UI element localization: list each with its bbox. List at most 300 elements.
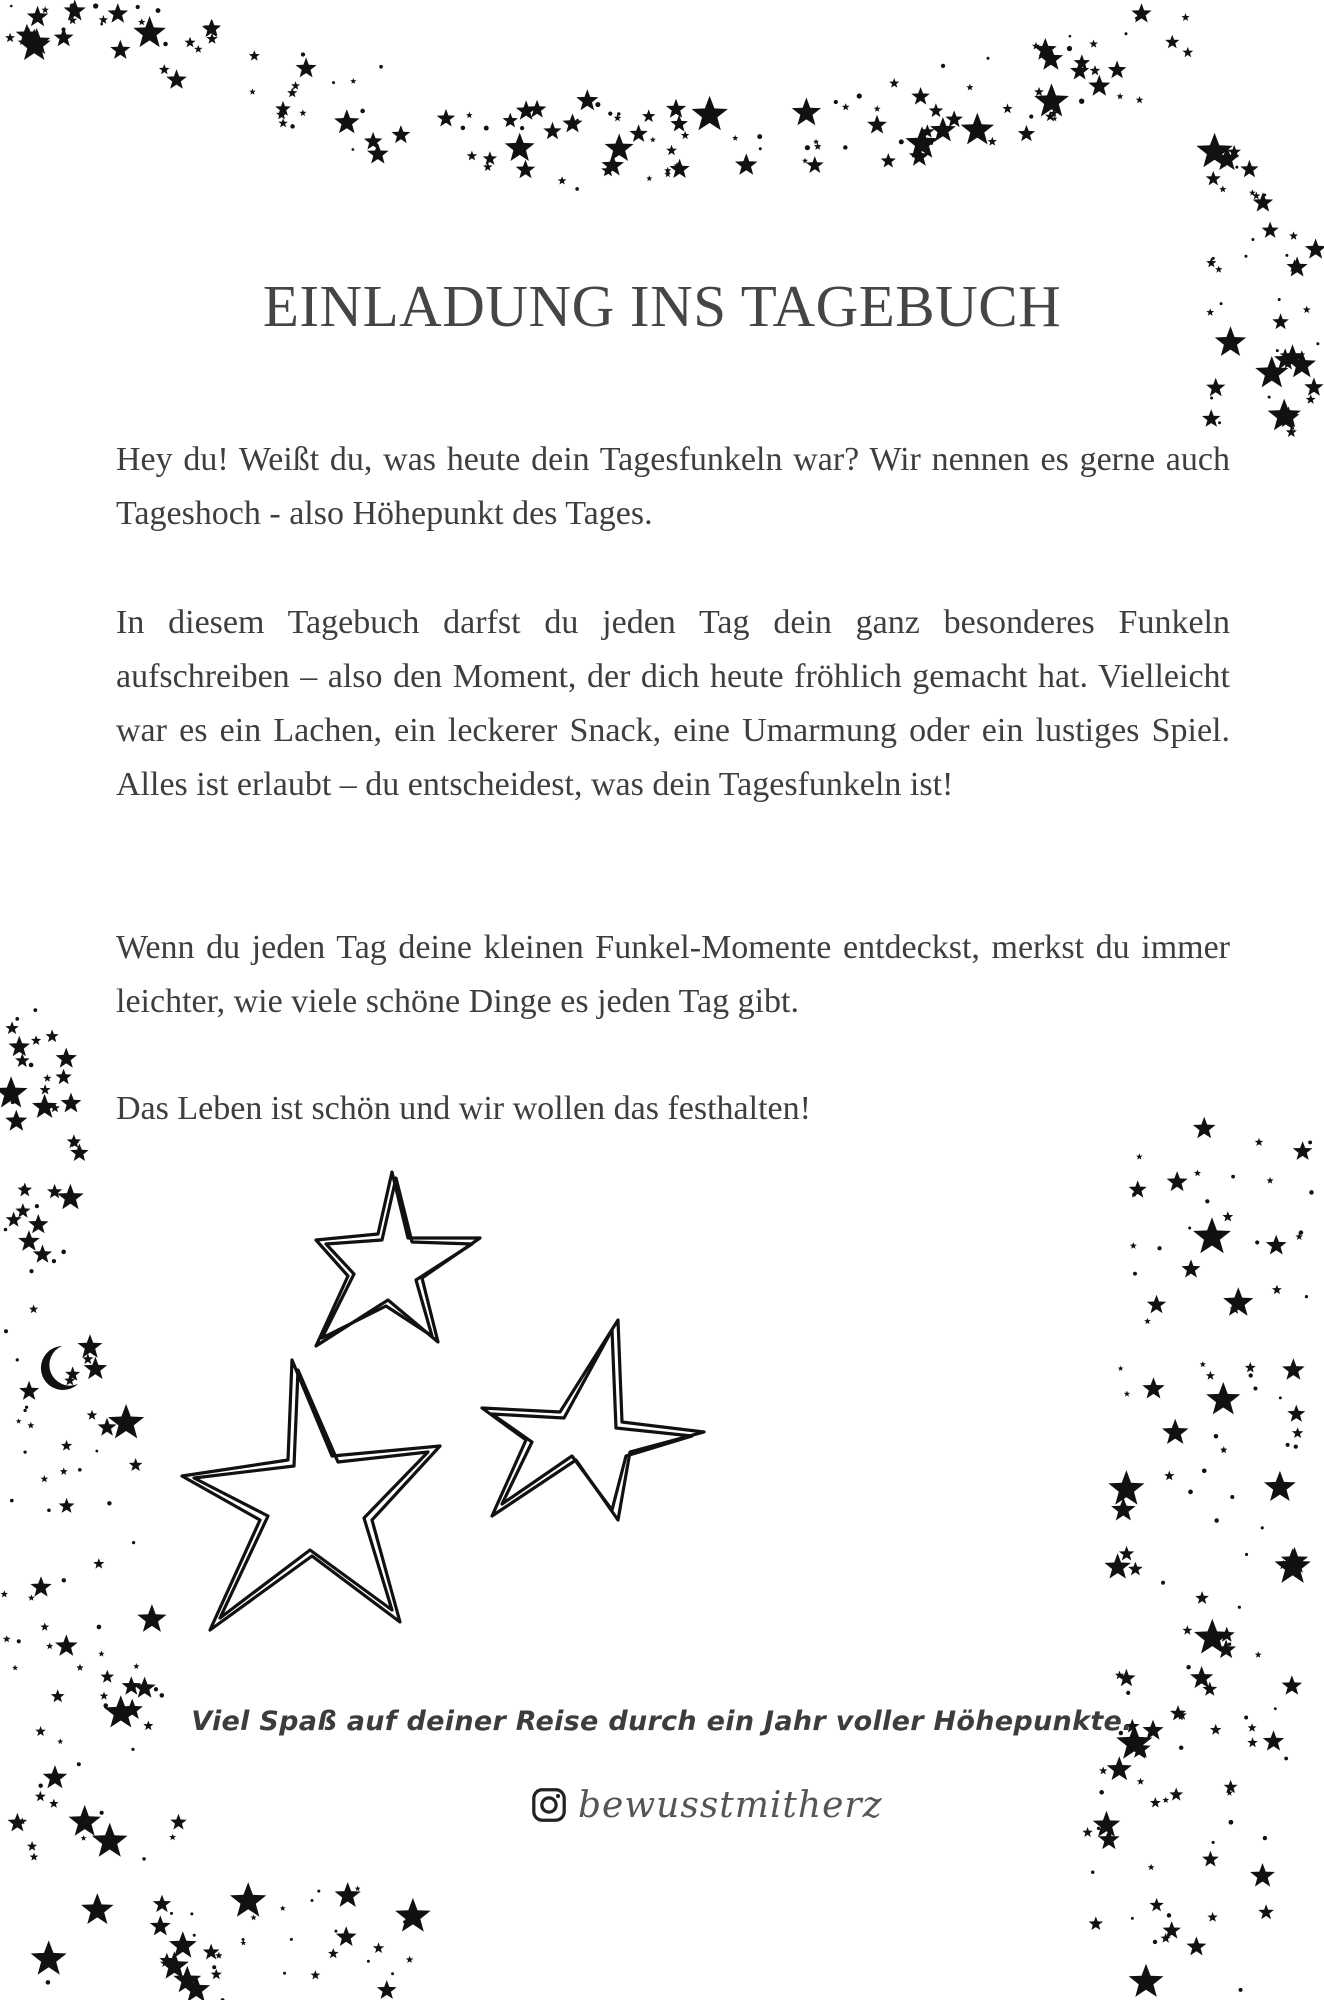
star-icon <box>28 1214 48 1233</box>
sparkle-dot <box>52 1259 56 1263</box>
star-icon <box>1304 378 1323 396</box>
sparkle-dot <box>47 1508 51 1512</box>
star-icon <box>1282 1358 1305 1380</box>
sparkle-dot <box>33 1008 37 1012</box>
sparkle-dot <box>163 42 167 46</box>
sparkle-dot <box>1069 35 1072 38</box>
sparkle-dot <box>1067 46 1072 51</box>
star-icon <box>650 137 656 143</box>
sparkle-dot <box>1124 32 1127 35</box>
sparkle-dot <box>1299 1230 1303 1234</box>
star-icon <box>1255 1138 1264 1146</box>
sparkle-dot <box>1255 1240 1259 1244</box>
star-icon <box>669 159 689 178</box>
star-icon <box>69 1805 101 1836</box>
sparkle-dot <box>1212 1841 1215 1844</box>
star-icon <box>1272 1285 1282 1294</box>
sparkle-dot <box>1253 1386 1257 1390</box>
star-icon <box>1262 222 1279 238</box>
star-icon <box>373 1942 384 1953</box>
star-icon <box>169 1931 197 1957</box>
sparkle-dot <box>1167 1913 1171 1917</box>
sparkle-dot <box>1133 1272 1137 1276</box>
star-icon <box>350 78 356 84</box>
sparkle-dot <box>23 1409 26 1412</box>
sparkle-dot <box>132 1541 135 1544</box>
sparkle-dot <box>46 1980 51 1985</box>
sparkle-dot <box>1188 1227 1191 1230</box>
star-icon <box>1147 1295 1166 1313</box>
star-icon <box>1206 378 1225 396</box>
sparkle-dot <box>1161 1581 1165 1585</box>
sparkle-dot <box>1244 255 1247 258</box>
sparkle-dot <box>131 1748 134 1751</box>
star-icon <box>65 1366 80 1380</box>
sparkle-dot <box>1261 1526 1264 1529</box>
star-icon <box>203 1944 220 1960</box>
sparkle-dot <box>317 1890 320 1893</box>
sparkle-dot <box>857 93 862 98</box>
star-icon <box>1245 1362 1256 1372</box>
star-icon <box>1222 1211 1233 1221</box>
sparkle-dot <box>93 3 98 8</box>
star-icon <box>19 1381 39 1400</box>
sparkle-dot <box>520 126 524 130</box>
sparkle-dot <box>899 139 904 144</box>
star-icon <box>813 139 819 145</box>
star-icon <box>1150 1898 1164 1912</box>
star-icon <box>1306 394 1316 404</box>
sparkle-dot <box>1228 1642 1231 1645</box>
star-icon <box>194 45 202 53</box>
star-icon <box>1131 3 1151 22</box>
star-icon <box>364 132 383 150</box>
sparkle-dot <box>283 1972 286 1975</box>
star-icon <box>8 1813 28 1832</box>
star-icon <box>1206 1371 1215 1380</box>
star-icon <box>98 1651 104 1657</box>
sparkle-dot <box>301 52 305 56</box>
star-icon <box>516 100 537 120</box>
sparkle-dot <box>16 1358 19 1361</box>
sparkle-dot <box>1229 1820 1234 1825</box>
sparkle-dot <box>78 1468 82 1472</box>
star-icon <box>133 16 166 47</box>
sparkle-dot <box>1099 1790 1104 1795</box>
sparkle-dot <box>1231 1175 1235 1179</box>
star-icon <box>12 1665 18 1671</box>
star-icon <box>543 122 561 139</box>
sparkle-dot <box>1239 1988 1243 1992</box>
star-icon <box>18 1183 33 1197</box>
star-icon <box>483 151 497 165</box>
star-icon <box>249 88 256 94</box>
page-title: EINLADUNG INS TAGEBUCH <box>262 273 1062 339</box>
star-icon <box>29 1305 38 1314</box>
star-icon <box>1034 87 1044 96</box>
sparkle-dot <box>1186 1665 1190 1669</box>
sparkle-dot <box>1235 166 1238 169</box>
star-icon <box>99 15 108 24</box>
sparkle-dot <box>352 148 355 151</box>
star-icon <box>1268 399 1301 431</box>
star-icon <box>406 1956 414 1963</box>
star-icon <box>278 118 288 127</box>
star-icon <box>467 151 477 161</box>
sparkle-dot <box>29 1063 34 1068</box>
sparkle-dot <box>154 1687 158 1691</box>
star-icon <box>27 1422 34 1429</box>
star-icon <box>166 69 187 89</box>
sparkle-dot <box>608 112 612 116</box>
star-icon <box>60 1467 68 1475</box>
star-icon <box>1181 1259 1200 1277</box>
star-icon <box>664 171 671 178</box>
star-icon <box>55 1069 71 1085</box>
star-icon <box>988 137 997 146</box>
sparkle-dot <box>1091 1871 1094 1874</box>
sparkle-dot <box>1308 1141 1312 1145</box>
sparkle-dot <box>310 1899 313 1902</box>
instagram-credit[interactable] <box>530 1782 883 1828</box>
star-icon <box>153 1895 171 1913</box>
sparkle-dot <box>930 142 933 145</box>
sparkle-dot <box>290 1938 293 1941</box>
star-icon <box>110 40 130 59</box>
sparkle-dot <box>367 1960 370 1963</box>
sparkle-dot <box>107 1501 111 1505</box>
star-icon <box>61 1440 72 1451</box>
sparkle-dot <box>62 1578 66 1582</box>
sparkle-dot <box>4 1329 8 1333</box>
sparkle-dot <box>77 1762 81 1766</box>
sparkle-dot <box>759 147 762 150</box>
star-icon <box>78 1334 103 1358</box>
star-icon <box>911 87 930 105</box>
sparkle-dot <box>1245 1553 1248 1556</box>
sparkle-dot <box>1135 17 1138 20</box>
sparkle-dot <box>1251 238 1254 241</box>
star-icon <box>81 1893 114 1924</box>
star-icon <box>5 1110 27 1131</box>
star-icon <box>1107 1756 1132 1780</box>
sparkle-dot <box>1131 1917 1134 1920</box>
sparkle-dot <box>193 1934 196 1937</box>
star-icon <box>732 135 738 141</box>
sparkle-dot <box>403 1920 406 1923</box>
star-icon <box>1186 1936 1206 1955</box>
star-icon <box>1282 1675 1303 1695</box>
star-icon <box>1267 1177 1274 1184</box>
star-icon <box>334 109 359 133</box>
star-icon <box>1266 1235 1287 1255</box>
star-icon <box>1264 1471 1296 1501</box>
sparkle-dot <box>360 109 365 114</box>
sparkle-dot <box>15 1017 19 1021</box>
sparkle-dot <box>38 1784 42 1788</box>
sparkle-dot <box>160 1693 165 1698</box>
star-icon <box>881 153 896 167</box>
instagram-handle: bewusstmitherz <box>578 1784 883 1826</box>
star-icon <box>55 1634 78 1656</box>
star-icon <box>1289 231 1298 239</box>
sparkle-dot <box>142 1857 146 1861</box>
star-icon <box>249 50 260 60</box>
star-icon <box>666 99 686 118</box>
star-icon <box>41 6 49 13</box>
star-icon <box>46 1029 59 1042</box>
star-icon <box>1182 1625 1192 1634</box>
star-icon <box>1167 1171 1188 1191</box>
sparkle-dot <box>843 145 847 149</box>
star-icon <box>503 113 519 128</box>
star-icon <box>54 28 74 47</box>
sparkle-dot <box>757 134 762 139</box>
star-icon <box>87 1410 98 1420</box>
sparkle-dot <box>11 1100 15 1104</box>
star-icon <box>842 103 850 110</box>
sparkle-dot <box>23 1450 26 1453</box>
star-icon <box>605 134 634 162</box>
sparkle-dot <box>61 1250 66 1255</box>
closing-message: Viel Spaß auf deiner Reise durch ein Jahr voller Höhepunkte. <box>191 1706 1133 1737</box>
star-icon <box>1108 60 1127 78</box>
star-icon <box>466 112 473 118</box>
star-icon <box>240 1940 246 1946</box>
star-icon <box>1130 1242 1137 1249</box>
star-icon <box>1117 93 1124 100</box>
sparkle-dot <box>1279 1396 1282 1399</box>
star-icon <box>215 1952 222 1959</box>
sparkle-dot <box>332 81 335 84</box>
star-icon <box>1182 47 1193 57</box>
sparkle-dot <box>1179 1745 1183 1749</box>
star-icon <box>150 1915 171 1935</box>
star-icon <box>1090 65 1101 75</box>
star-icon <box>211 1969 222 1980</box>
sparkle-dot <box>617 112 620 115</box>
star-icon <box>92 1823 128 1857</box>
star-icon <box>1223 1287 1253 1316</box>
sparkle-dot <box>1205 1199 1209 1203</box>
star-icon <box>46 1643 53 1650</box>
sparkle-dot <box>575 187 579 191</box>
instagram-icon <box>530 1786 568 1824</box>
star-icon <box>100 1692 109 1700</box>
star-icon <box>9 1036 31 1057</box>
star-icon <box>299 109 306 116</box>
star-icon <box>31 1940 67 1974</box>
star-icon <box>185 37 196 48</box>
sparkle-dot <box>35 1204 39 1208</box>
star-icon <box>1118 1366 1124 1372</box>
star-icon <box>108 3 129 23</box>
star-icon <box>1207 1912 1217 1922</box>
star-icon <box>57 1184 84 1209</box>
star-icon <box>1206 171 1221 186</box>
sparkle-dot <box>1316 342 1319 345</box>
sparkle-dot <box>987 57 990 60</box>
sparkle-dot <box>461 126 466 131</box>
sparkle-dot <box>4 1228 8 1232</box>
sparkle-dot <box>1157 1246 1161 1250</box>
sparkle-dot <box>1230 1495 1234 1499</box>
star-icon <box>1240 160 1258 177</box>
star-icon <box>1117 1669 1135 1687</box>
sparkle-dot <box>334 1930 337 1933</box>
star-icon <box>1070 61 1089 79</box>
sparkle-dot <box>100 1811 104 1815</box>
star-icon <box>1099 1767 1107 1775</box>
star-icon <box>1162 1797 1169 1803</box>
sparkle-dot <box>1309 1190 1314 1195</box>
star-icon <box>1136 1153 1143 1159</box>
sparkle-dot <box>1079 98 1084 103</box>
sparkle-dot <box>1212 257 1215 260</box>
star-icon <box>666 145 677 155</box>
star-icon <box>874 105 881 112</box>
paragraph-moments: Wenn du jeden Tag deine kleinen Funkel-Momente entdeckst, merkst du immer leichter, wie viele schöne Dinge es jeden Tag gibt. <box>116 929 1230 1020</box>
sparkle-dot <box>1268 396 1271 399</box>
star-icon <box>889 78 899 88</box>
star-icon <box>1164 1471 1174 1481</box>
sparkle-dot <box>290 124 294 128</box>
sparkle-dot <box>595 102 600 107</box>
star-icon <box>1195 1591 1209 1604</box>
star-icon <box>108 1404 144 1438</box>
star-icon <box>867 115 887 134</box>
star-icon <box>646 175 652 181</box>
sparkle-dot <box>1029 115 1033 119</box>
star-icon <box>64 0 86 21</box>
sparkle-dot <box>136 5 140 9</box>
hand-drawn-stars-illustration <box>170 1160 730 1640</box>
sparkle-dot <box>1202 1469 1207 1474</box>
star-icon <box>43 1765 67 1788</box>
star-icon <box>558 176 567 184</box>
star-icon <box>57 1738 63 1744</box>
sparkle-dot <box>156 8 161 13</box>
star-icon <box>1142 1377 1164 1398</box>
star-icon <box>138 18 145 25</box>
star-icon <box>1200 1361 1206 1367</box>
star-icon <box>505 133 535 161</box>
star-icon <box>1292 1427 1303 1438</box>
sparkle-dot <box>1305 1295 1308 1298</box>
star-icon <box>61 1093 82 1113</box>
star-icon <box>961 113 994 145</box>
star-icon <box>1128 1562 1143 1576</box>
star-icon <box>1082 1827 1093 1837</box>
sparkle-dot <box>10 5 13 8</box>
star-icon <box>681 131 690 139</box>
star-icon <box>1194 1170 1201 1177</box>
star-icon <box>1002 103 1012 113</box>
sparkle-dot <box>10 1499 14 1503</box>
star-icon <box>1165 35 1179 49</box>
star-icon <box>355 1886 361 1892</box>
star-icon <box>18 1230 40 1251</box>
sparkle-dot <box>1263 1836 1267 1840</box>
sparkle-dot <box>1218 421 1221 424</box>
star-icon <box>41 1475 49 1482</box>
star-icon <box>1202 409 1221 427</box>
star-icon <box>133 1677 155 1698</box>
star-icon <box>1224 1780 1238 1793</box>
star-icon <box>692 96 728 131</box>
star-icon <box>5 33 15 42</box>
star-icon <box>32 1094 57 1118</box>
sparkle-dot <box>1214 1434 1219 1439</box>
star-icon <box>1162 1419 1189 1444</box>
sparkle-dot <box>17 1639 21 1643</box>
star-icon <box>328 1948 339 1958</box>
star-icon <box>395 1898 430 1932</box>
sparkle-dot <box>97 1625 102 1630</box>
sparkle-dot <box>170 1912 173 1915</box>
star-icon <box>1119 1546 1134 1561</box>
star-icon <box>137 1604 166 1632</box>
star-icon <box>966 84 973 91</box>
sparkle-dot <box>1249 1373 1253 1377</box>
star-icon <box>15 1053 30 1067</box>
sparkle-dot <box>1294 1444 1298 1448</box>
star-icon <box>296 57 317 77</box>
star-icon <box>1193 1217 1231 1253</box>
sparkle-dot <box>834 100 838 104</box>
star-icon <box>1093 1811 1121 1837</box>
sparkle-dot <box>70 4 75 9</box>
star-icon <box>280 1905 286 1911</box>
star-icon <box>101 1670 115 1683</box>
star-icon <box>391 125 410 143</box>
sparkle-dot <box>1214 1518 1218 1522</box>
star-icon <box>1144 1318 1151 1325</box>
star-icon <box>1206 1382 1240 1414</box>
star-icon <box>31 1035 41 1045</box>
sparkle-dot <box>1210 396 1213 399</box>
star-icon <box>629 124 647 142</box>
star-icon <box>159 64 170 74</box>
star-icon <box>1108 1470 1144 1504</box>
star-icon <box>93 1558 104 1569</box>
star-icon <box>437 109 456 127</box>
star-icon <box>1287 1405 1305 1422</box>
star-icon <box>1255 1651 1262 1658</box>
star-icon <box>51 1689 65 1702</box>
star-icon <box>335 1882 361 1907</box>
star-icon <box>1124 1391 1130 1397</box>
star-icon <box>287 88 297 98</box>
sparkle-dot <box>1276 349 1279 352</box>
star-icon <box>1148 1864 1155 1871</box>
star-icon <box>230 1882 266 1917</box>
sparkle-dot <box>941 64 945 68</box>
star-icon <box>33 1245 52 1263</box>
sparkle-dot <box>1097 1827 1100 1830</box>
star-icon <box>1258 1904 1274 1919</box>
sparkle-dot <box>95 1450 98 1453</box>
star-icon <box>1202 1851 1219 1867</box>
paragraph-intro: Hey du! Weißt du, was heute dein Tagesfunkeln war? Wir nennen es gerne auch Tageshoch - also Höhepunkt des Tages. <box>116 441 1230 532</box>
star-icon <box>1 1590 8 1597</box>
sparkle-dot <box>1286 1443 1290 1447</box>
star-icon <box>30 1576 51 1596</box>
star-icon <box>576 89 598 110</box>
sparkle-dot <box>379 65 383 69</box>
sparkle-dot <box>1188 1490 1193 1495</box>
star-icon <box>27 1841 37 1851</box>
